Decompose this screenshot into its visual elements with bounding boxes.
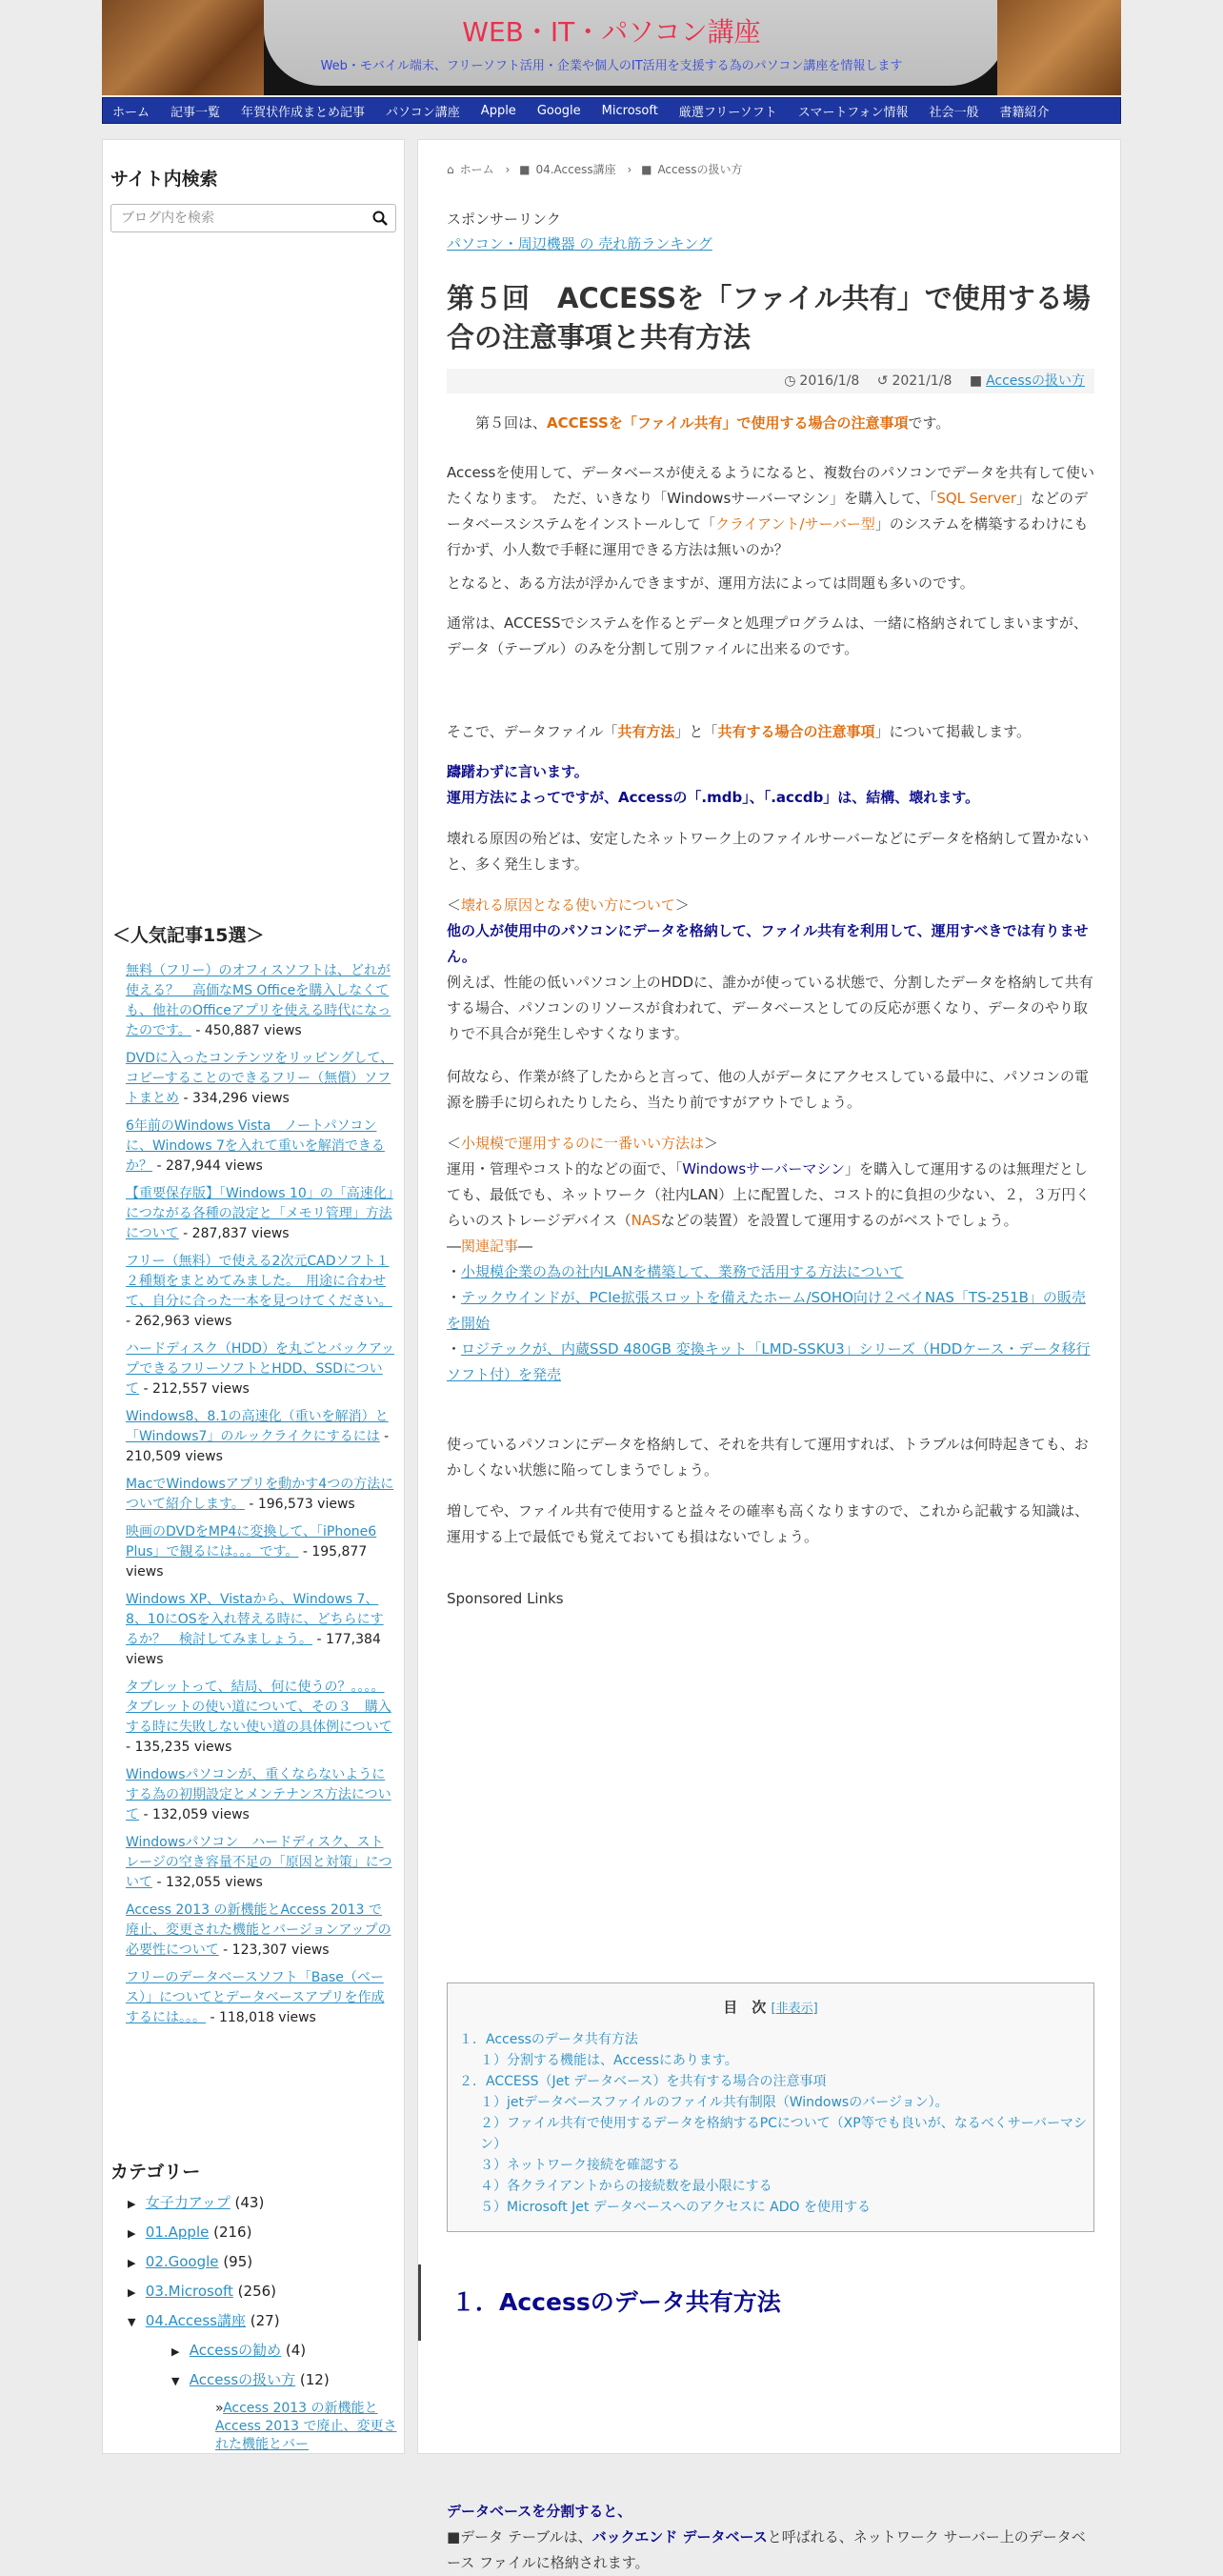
toc-link[interactable]: １）分割する機能は、Accessにあります。 xyxy=(480,2053,738,2068)
toc-item xyxy=(459,2029,1093,2050)
list-item xyxy=(126,1252,394,1332)
text: 運用方法によってですが、Accessの「.mdb」、「.accdb」は、結構、壊れます。 xyxy=(447,789,980,806)
category-count: (27) xyxy=(246,2312,280,2329)
folder-icon: ■ xyxy=(969,373,983,389)
toc-heading xyxy=(448,1995,1093,2022)
toc-item xyxy=(480,2113,1093,2155)
text: ＞ xyxy=(704,1135,719,1152)
view-count: - 118,018 views xyxy=(206,2010,316,2025)
emphasis: SQL Server xyxy=(936,490,1016,507)
text: Accessを使用して、データベースが使えるようになると、複数台のパソコンでデータを共有して使いたくなります。 ただ、いきなり「Windowsサーバーマシン」を購入して、「 xyxy=(447,464,1095,507)
emphasis: ACCESSを「ファイル共有」で使用する場合の注意事項 xyxy=(547,414,909,432)
toc-toggle[interactable]: [非表示] xyxy=(771,2002,818,2016)
text: ■データ テーブルは、 xyxy=(447,2528,592,2546)
paragraph xyxy=(447,411,1094,436)
home-icon: ⌂ xyxy=(447,163,454,176)
category-link[interactable]: 01.Apple xyxy=(145,2224,210,2241)
paragraph: 使っているパソコンにデータを格納して、それを共有して運用すれば、トラブルは何時起きても、おかしくない状態に陥ってしまうでしょう。 xyxy=(447,1436,1089,1479)
view-count: - 196,573 views xyxy=(244,1497,355,1512)
paragraph xyxy=(447,460,1094,563)
section-body xyxy=(447,2499,1094,2576)
toc-item xyxy=(480,2197,1093,2218)
text: そこで、データファイル「 xyxy=(447,723,618,740)
emphasis: NAS xyxy=(631,1212,661,1229)
nav-articles[interactable]: 記事一覧 xyxy=(170,105,221,120)
toc-link[interactable]: ５）Microsoft Jet データベースへのアクセスに ADO を使用する xyxy=(480,2200,871,2215)
popular-link[interactable]: ハードディスク（HDD）を丸ごとバックアップできるフリーソフトとHDD、SSDについて xyxy=(126,1341,394,1397)
nav-google[interactable]: Google xyxy=(536,103,581,118)
emphasis: バックエンド データベース xyxy=(591,2528,768,2546)
breadcrumb xyxy=(447,157,743,183)
view-count: - 334,296 views xyxy=(179,1091,290,1106)
popular-link[interactable]: 映画のDVDをMP4に変換して、「iPhone6 Plus」で観るには。。。です。 xyxy=(126,1524,377,1560)
view-count: - 262,963 views xyxy=(126,1314,232,1329)
list-item xyxy=(126,1522,394,1582)
breadcrumb-home[interactable]: ホーム xyxy=(459,163,494,176)
toc-list xyxy=(459,2029,1093,2218)
article-title: 第５回 ACCESSを「ファイル共有」で使用する場合の注意事項と共有方法 xyxy=(447,282,1091,353)
paragraph: 何故なら、作業が終了したからと言って、他の人がデータにアクセスしている最中に、パソコンの電源を勝手に切られたりしたら、当たり前ですがアウトでしょう。 xyxy=(447,1068,1089,1111)
emphasis: データベースを分割すると、 xyxy=(447,2503,632,2520)
toc-link[interactable]: １．Accessのデータ共有方法 xyxy=(459,2032,638,2047)
article-meta xyxy=(447,369,1094,393)
global-nav xyxy=(102,97,1121,124)
text: 躊躇わずに言います。 xyxy=(447,763,589,780)
sidebar xyxy=(102,139,405,2454)
category-link[interactable]: 04.Access講座 xyxy=(145,2312,246,2329)
text: 第５回は、 xyxy=(447,414,548,432)
text: ― xyxy=(518,1238,533,1255)
search-box xyxy=(110,204,396,232)
popular-link[interactable]: Access 2013 の新機能とAccess 2013 で廃止、変更された機能とバージョンアップの必要性について xyxy=(126,1902,391,1958)
text: 」について掲載します。 xyxy=(874,723,1031,740)
folder-icon: ■ xyxy=(519,163,531,176)
category-item xyxy=(128,2282,404,2303)
view-count: - 132,059 views xyxy=(139,1807,250,1822)
list-item xyxy=(126,1339,394,1399)
view-count: - 177,384 views xyxy=(126,1632,381,1667)
toc-link[interactable]: ２．ACCESS（Jet データベース）を共有する場合の注意事項 xyxy=(459,2074,827,2089)
category-link[interactable]: Accessの扱い方 xyxy=(189,2371,296,2388)
text: です。 xyxy=(908,414,951,432)
toc-item xyxy=(480,2155,1093,2176)
list-item xyxy=(126,1049,394,1109)
paragraph xyxy=(447,719,1094,745)
text: などの装置）を設置して運用するのがベストでしょう。 xyxy=(660,1212,1018,1229)
paragraph: 増してや、ファイル共有で使用すると益々その確率も高くなりますので、これから記載する知識は、運用する上で最低でも覚えておいても損はないでしょう。 xyxy=(447,1502,1090,1545)
view-count: - 287,837 views xyxy=(178,1226,290,1241)
popular-link[interactable]: 【重要保存版】「Windows 10」の「高速化」につながる各種の設定と「メモリ管理」方法について xyxy=(126,1186,393,1241)
subheading: 小規模で運用するのに一番いい方法は xyxy=(461,1135,705,1152)
view-count: - 287,944 views xyxy=(152,1158,263,1174)
subheading: 壊れる原因となる使い方について xyxy=(461,896,675,914)
bullet: ・ xyxy=(447,1263,462,1280)
triangle-down-icon[interactable]: ▼ xyxy=(171,2375,180,2387)
search-heading: サイト内検索 xyxy=(110,169,218,190)
section-best-method xyxy=(447,1131,1094,1388)
triangle-right-icon[interactable]: ▶ xyxy=(128,2286,136,2299)
text: と呼ばれる、ネットワーク サーバー上のデータベース ファイルに格納されます。 xyxy=(447,2528,1086,2571)
text: ＞ xyxy=(674,896,690,914)
popular-link[interactable]: Windows XP、Vistaから、Windows 7、8、10にOSを入れ替える時に、どちらにするか？ 検討してみましょう。 xyxy=(126,1592,384,1647)
popular-link[interactable]: フリーのデータベースソフト「Base（ベース）」についてとデータベースアプリを作成するには。。。 xyxy=(126,1970,385,2025)
category-heading: カテゴリー xyxy=(110,2162,201,2183)
sponsored-label: Sponsored Links xyxy=(447,1590,564,1607)
view-count: - 210,509 views xyxy=(126,1429,390,1464)
category-count: (216) xyxy=(209,2224,252,2241)
category-count: (95) xyxy=(218,2253,253,2270)
related-link[interactable]: テックウインドが、PCIe拡張スロットを備えたホーム/SOHO向け２ベイNAS「TS-251B」の販売を開始 xyxy=(447,1289,1086,1332)
category-link[interactable]: 女子力アップ xyxy=(145,2194,231,2211)
list-item xyxy=(126,961,394,1041)
popular-link[interactable]: MacでWindowsアプリを動かす4つの方法について紹介します。 xyxy=(126,1477,394,1512)
text: 例えば、性能の低いパソコン上のHDDに、誰かが使っている状態で、分割したデータを格納して共有する場合、パソコンのリソースが食われて、データベースとしての反応が悪くなり、データのやり取りで不具合が発生しやすくなります。 xyxy=(447,974,1093,1042)
ranking-ad-link[interactable]: パソコン・周辺機器 の 売れ筋ランキング xyxy=(447,235,712,252)
paragraph-emphasis xyxy=(447,759,1094,811)
updated-date: 2021/1/8 xyxy=(892,373,952,389)
related-link[interactable]: 小規模企業の為の社内LANを構築して、業務で活用する方法について xyxy=(461,1263,904,1280)
emphasis: Windowsサーバーマシン xyxy=(682,1160,846,1177)
section-heading: １．Accessのデータ共有方法 xyxy=(418,2264,1122,2341)
toc-link[interactable]: ４）各クライアントからの接続数を最小限にする xyxy=(480,2179,772,2194)
category-item xyxy=(128,2193,404,2214)
view-count: - 212,557 views xyxy=(139,1381,250,1397)
popular-link[interactable]: 無料（フリー）のオフィスソフトは、どれが使える？ 高価なMS Officeを購入しなくても、他社のOfficeアプリを使える時代になったのです。 xyxy=(126,963,391,1038)
nav-apple[interactable]: Apple xyxy=(480,103,516,118)
view-count: - 132,055 views xyxy=(152,1875,263,1890)
view-count: - 123,307 views xyxy=(218,1942,330,1958)
search-icon[interactable] xyxy=(372,211,388,226)
nav-books[interactable]: 書籍紹介 xyxy=(999,105,1050,120)
view-count: - 195,877 views xyxy=(126,1544,368,1580)
list-item xyxy=(126,1475,394,1515)
popular-link[interactable]: Windowsパソコン ハードディスク、ストレージの空き容量不足の「原因と対策」について xyxy=(126,1835,392,1890)
view-count: - 450,887 views xyxy=(190,1023,302,1038)
breadcrumb-category[interactable]: 04.Access講座 xyxy=(535,163,616,176)
toc-title: 目 次 xyxy=(723,1999,767,2016)
text: 運用・管理やコスト的などの面で、「 xyxy=(447,1160,683,1177)
nav-microsoft[interactable]: Microsoft xyxy=(601,103,658,118)
article-category-link[interactable]: Accessの扱い方 xyxy=(986,373,1085,389)
list-item xyxy=(126,1765,394,1825)
emphasis: クライアント/サーバー型 xyxy=(715,515,875,533)
list-item xyxy=(126,1590,394,1670)
bullet: ・ xyxy=(447,1340,462,1358)
text: ＜ xyxy=(447,1135,462,1152)
chevron-right-icon: › xyxy=(505,163,511,176)
text: ＜ xyxy=(447,896,462,914)
list-item xyxy=(126,1678,394,1758)
category-link[interactable]: Accessの勧め xyxy=(189,2342,282,2359)
list-item xyxy=(126,1407,394,1467)
category-count: (12) xyxy=(295,2371,330,2388)
emphasis: 共有する場合の注意事項 xyxy=(717,723,875,740)
text: ― xyxy=(447,1238,461,1255)
text: 」のシステムを構築するわけにも行かず、小人数で手軽に運用できる方法は無いのか？ xyxy=(447,515,1089,558)
category-item xyxy=(171,2341,404,2362)
triangle-right-icon[interactable]: ▶ xyxy=(171,2345,180,2358)
category-link[interactable]: Access 2013 の新機能とAccess 2013 で廃止、変更された機能とバー xyxy=(215,2401,397,2452)
toc-item xyxy=(480,2050,1093,2071)
text: 」などのデータベースシステムをインストールして「 xyxy=(447,490,1089,533)
sponsor-label: スポンサーリンク xyxy=(447,211,561,228)
popular-link[interactable]: Windowsパソコンが、重くならないようにする為の初期設定とメンテナンス方法について xyxy=(126,1767,391,1822)
category-item xyxy=(128,2223,404,2244)
main-content xyxy=(417,139,1121,2571)
bullet: ・ xyxy=(447,1289,462,1306)
toc-link[interactable]: １）jetデータベースファイルのファイル共有制限（Windowsのバージョン）。 xyxy=(480,2095,949,2110)
category-count: (256) xyxy=(232,2283,277,2300)
category-count: (4) xyxy=(281,2342,307,2359)
breadcrumb-subcategory[interactable]: Accessの扱い方 xyxy=(657,163,743,176)
emphasis: 他の人が使用中のパソコンにデータを格納して、ファイル共有を利用して、運用すべきでは有りません。 xyxy=(447,922,1089,965)
related-link[interactable]: ロジテックが、内蔵SSD 480GB 変換キット「LMD-SSKU3」シリーズ（HDDケース・データ移行ソフト付）を発売 xyxy=(447,1340,1091,1383)
nav-nengajo[interactable]: 年賀状作成まとめ記事 xyxy=(241,105,366,120)
nav-society[interactable]: 社会一般 xyxy=(929,105,979,120)
published-date: 2016/1/8 xyxy=(799,373,860,389)
table-of-contents xyxy=(447,1982,1094,2232)
popular-link[interactable]: Windows8、8.1の高速化（重いを解消）と「Windows7」のルックライクにするには xyxy=(126,1409,389,1444)
popular-heading: ＜人気記事15選＞ xyxy=(112,925,265,946)
text: 」と「 xyxy=(674,723,718,740)
site-title[interactable]: WEB・IT・パソコン講座 xyxy=(462,16,761,48)
search-input[interactable] xyxy=(111,205,369,231)
popular-link[interactable]: DVDに入ったコンテンツをリッピングして、コピーすることのできるフリー（無償）ソフトまとめ xyxy=(126,1051,394,1106)
paragraph: となると、ある方法が浮かんできますが、運用方法によっては問題も多いのです。 xyxy=(447,574,974,592)
toc-item xyxy=(459,2071,1093,2092)
nav-smartphone[interactable]: スマートフォン情報 xyxy=(797,105,909,120)
list-item xyxy=(126,1833,394,1893)
site-description: Web・モバイル端末、フリーソフト活用・企業や個人のIT活用を支援する為のパソコン講座を情報します xyxy=(320,59,903,73)
refresh-icon: ↺ xyxy=(876,373,889,389)
nav-home[interactable]: ホーム xyxy=(112,105,150,120)
chevron-right-icon: › xyxy=(627,163,632,176)
nav-pc-course[interactable]: パソコン講座 xyxy=(386,105,460,120)
popular-list xyxy=(126,961,394,2036)
list-item xyxy=(126,1117,394,1177)
list-item xyxy=(126,1968,394,2028)
text: 」を購入して運用するのは無理だとしても、最低でも、ネットワーク（社内LAN）上に配置した、コスト的に負担の少ない、２，３万円くらいのストレージデバイス（ xyxy=(447,1160,1091,1229)
clock-icon: ◷ xyxy=(784,373,796,389)
toc-item xyxy=(480,2092,1093,2113)
triangle-right-icon[interactable]: ▶ xyxy=(128,2198,136,2210)
toc-link[interactable]: ３）ネットワーク接続を確認する xyxy=(480,2158,680,2173)
toc-link[interactable]: ２）ファイル共有で使用するデータを格納するPCについて（XP等でも良いが、なるべくサーバーマシン） xyxy=(480,2116,1087,2152)
popular-link[interactable]: タブレットって、結局、何に使うの？。。。。タブレットの使い道について、その３ 購入する時に失敗しない使い道の具体例について xyxy=(126,1680,392,1735)
view-count: - 135,235 views xyxy=(126,1740,232,1755)
related-heading: 関連記事 xyxy=(461,1238,519,1255)
triangle-right-icon[interactable]: ▶ xyxy=(128,2227,136,2240)
popular-link[interactable]: 6年前のWindows Vista ノートパソコンに、Windows 7を入れて重いを解消できるか？ xyxy=(126,1118,385,1174)
emphasis: 共有方法 xyxy=(617,723,675,740)
site-header xyxy=(102,0,1121,95)
category-item xyxy=(128,2311,404,2332)
folder-icon: ■ xyxy=(641,163,652,176)
section-broken-usage xyxy=(447,893,1094,1047)
triangle-right-icon[interactable]: ▶ xyxy=(128,2257,136,2269)
category-count: (43) xyxy=(230,2194,265,2211)
category-link[interactable]: 03.Microsoft xyxy=(145,2283,233,2300)
nav-freesoft[interactable]: 厳選フリーソフト xyxy=(678,105,777,120)
double-chevron-icon: » xyxy=(215,2401,224,2416)
toc-item xyxy=(480,2176,1093,2197)
triangle-down-icon[interactable]: ▼ xyxy=(128,2316,136,2328)
category-list xyxy=(128,2193,404,2463)
category-item xyxy=(128,2252,404,2273)
category-item xyxy=(215,2400,404,2454)
category-link[interactable]: 02.Google xyxy=(145,2253,219,2270)
list-item xyxy=(126,1184,394,1244)
category-item xyxy=(171,2370,404,2391)
popular-link[interactable]: フリー（無料）で使える2次元CADソフト１２種類をまとめてみました。 用途に合わせて、自分に合った一本を見つけてください。 xyxy=(126,1254,392,1309)
paragraph: 壊れる原因の殆どは、安定したネットワーク上のファイルサーバーなどにデータを格納して置かないと、多く発生します。 xyxy=(447,830,1089,873)
list-item xyxy=(126,1901,394,1961)
paragraph: 通常は、ACCESSでシステムを作るとデータと処理プログラムは、一緒に格納されてしまいますが、データ（テーブル）のみを分割して別ファイルに出来るのです。 xyxy=(447,614,1088,657)
